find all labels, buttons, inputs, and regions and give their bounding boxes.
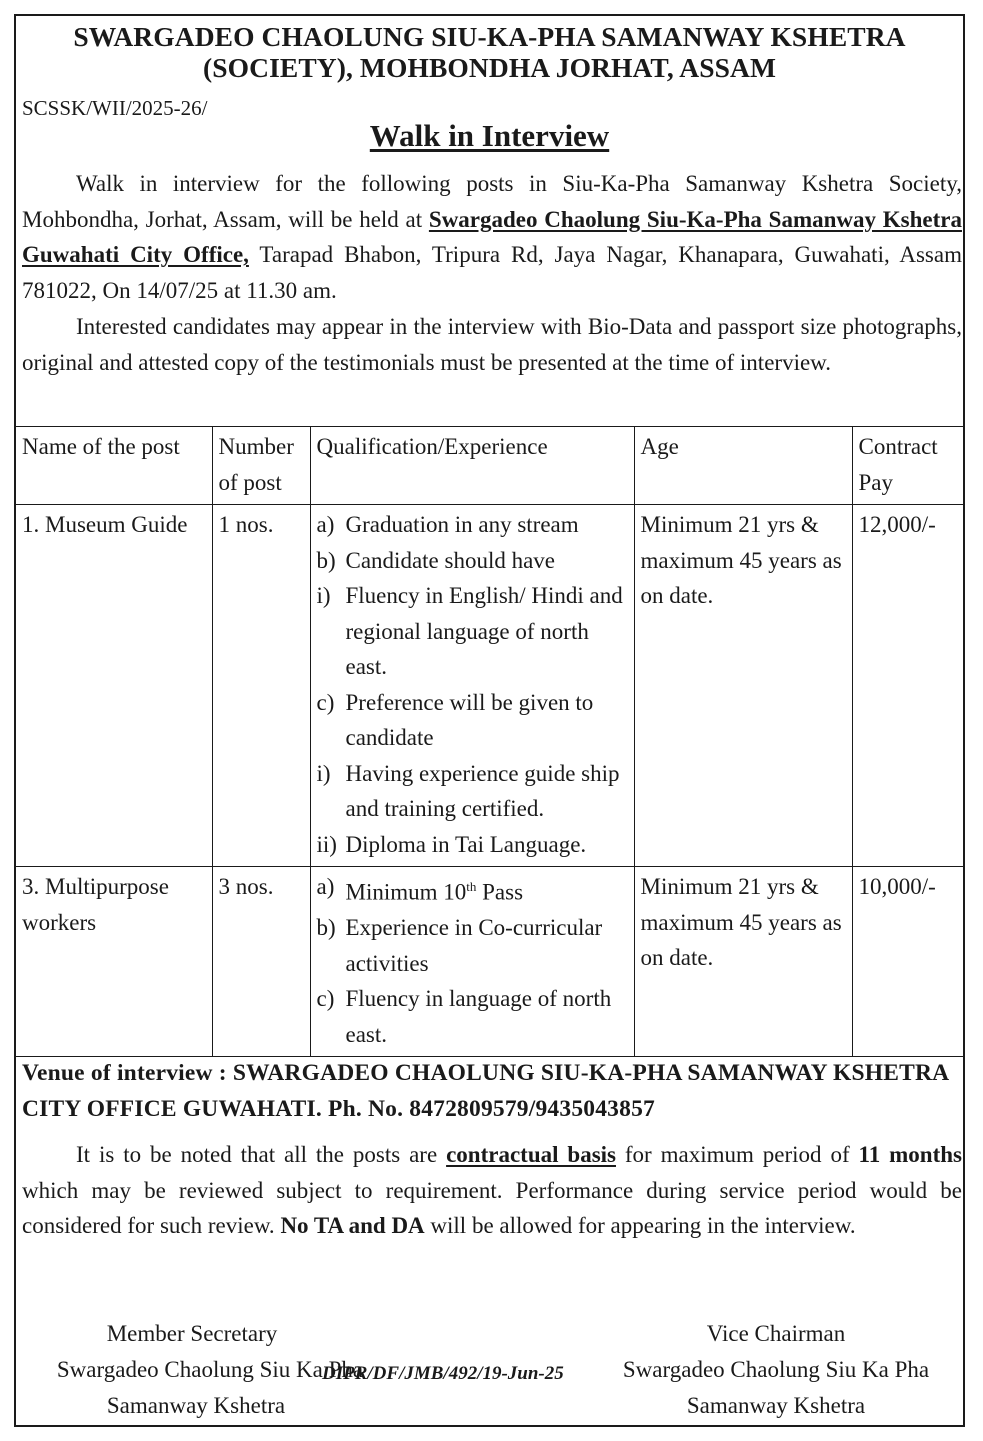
qualification-item: i) Fluency in English/ Hindi and regional language of north east. [316,583,623,679]
org-title-line2: (SOCIETY), MOHBONDHA JORHAT, ASSAM [202,52,777,83]
header-post: Name of the post [16,427,212,505]
signatory-right [590,1316,962,1424]
intro-text-a: Walk in interview for the following posts in Siu-Ka-Pha Samanway Kshetra Society, Mohbondha, Jorhat, Assam, will be held at [22,171,962,232]
qualification-item: c) Preference will be given to candidate [316,689,594,750]
table-header-row [16,427,963,505]
signatory-right-org: Swargadeo Chaolung Siu Ka Pha [622,1357,930,1382]
qualification-item: ii) Diploma in Tai Language. [316,831,587,857]
dipr-reference: DIPR/DF/JMB/492/19-Jun-25 [322,1363,564,1384]
age-requirement: Minimum 21 yrs & maximum 45 years as on date. [634,505,852,867]
signatory-left-org2: Samanway Kshetra [106,1393,286,1418]
signatory-left-title: Member Secretary [106,1321,278,1346]
advertisement-page [14,14,965,1427]
contract-note: It is to be noted that all the posts are contractual basis for maximum period of 11 months which may be reviewed subject to requirement. Performance during service period would be considered for such review. No TA and DA will be allowed for appearing in the interview. [22,1142,963,1238]
post-count: 1 nos. [212,505,310,867]
qualification-item: i) Having experience guide ship and training certified. [316,760,620,821]
intro-text-b: Tarapad Bhabon, Tripura Rd, Jaya Nagar, Khanapara, Guwahati, Assam 781022, On 14/07/25 at 11.30 am. [22,242,962,303]
reference-number: SCSSK/WII/2025-26/ [22,96,208,120]
posts-table [16,426,963,1057]
page-title: Walk in Interview [369,118,610,153]
table-row [16,867,963,1057]
table-row [16,505,963,867]
header-age: Age [634,427,852,505]
qualification-list [310,867,634,1057]
signatory-left-org: Swargadeo Chaolung Siu Ka Pha [56,1357,364,1382]
header-number: Number of post [212,427,310,505]
qualification-item: a) Graduation in any stream [316,512,579,537]
header-pay: Contract Pay [852,427,963,505]
intro-venue: Swargadeo Chaolung Siu-Ka-Pha Samanway Kshetra Guwahati City Office, [22,206,962,267]
contract-pay: 12,000/- [852,505,963,867]
org-title-line1: SWARGADEO CHAOLUNG SIU-KA-PHA SAMANWAY KSHETRA [73,21,906,52]
qualification-item: c) Fluency in language of north east. [316,986,612,1047]
contractual-basis: contractual basis [446,1142,616,1167]
post-count: 3 nos. [212,867,310,1057]
intro-paragraph [22,166,962,308]
signatory-right-org2: Samanway Kshetra [686,1393,866,1418]
qualification-item: b) Experience in Co-curricular activities [316,915,603,976]
qualification-list [310,505,634,867]
instructions-paragraph: Interested candidates may appear in the interview with Bio-Data and passport size photographs, original and attested copy of the testimonials must be presented at the time of interview. [22,314,962,375]
signatory-right-title: Vice Chairman [706,1321,846,1346]
contract-pay: 10,000/- [852,867,963,1057]
venue-of-interview: Venue of interview : SWARGADEO CHAOLUNG SIU-KA-PHA SAMANWAY KSHETRA CITY OFFICE GUWAHATI. Ph. No. 8472809579/9435043857 [22,1060,949,1122]
qualification-item: b) Candidate should have [316,547,556,573]
header-qualification: Qualification/Experience [310,427,634,505]
age-requirement: Minimum 21 yrs & maximum 45 years as on date. [634,867,852,1057]
qualification-item: a) Minimum 10th Pass [316,874,524,905]
post-name: 3. Multipurpose workers [16,867,212,1057]
post-name: 1. Museum Guide [16,505,212,867]
